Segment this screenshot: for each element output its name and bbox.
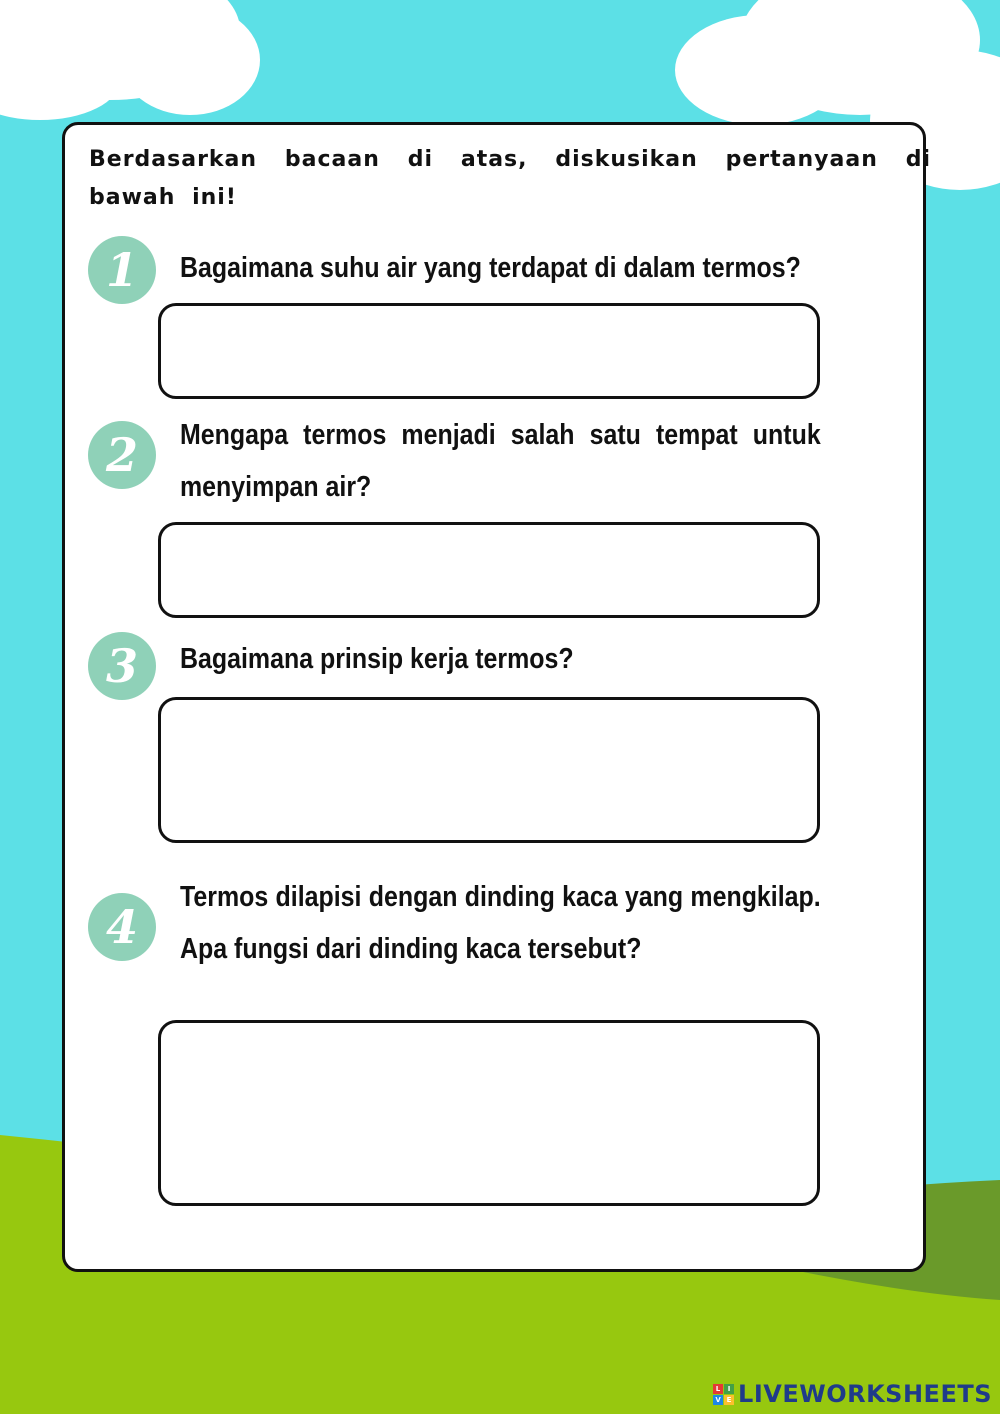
logo-letter-l: L: [713, 1384, 723, 1394]
question-2-text: Mengapa termos menjadi salah satu tempat untuk menyimpan air?: [180, 419, 821, 503]
instruction-text: Berdasarkan bacaan di atas, diskusikan pertanyaan di bawah ini!: [89, 147, 931, 210]
answer-box-1[interactable]: [158, 303, 820, 399]
liveworksheets-brand: [713, 1380, 992, 1408]
logo-letter-v: V: [713, 1395, 723, 1405]
worksheet-card: [62, 122, 931, 1272]
liveworksheets-logo-icon: [713, 1384, 734, 1405]
answer-box-4[interactable]: [158, 1020, 820, 1206]
question-number-1: 1: [88, 236, 156, 304]
liveworksheets-brand-text: LIVEWORKSHEETS: [738, 1380, 992, 1408]
question-1-text: Bagaimana suhu air yang terdapat di dalam termos?: [180, 252, 801, 284]
question-3-text: Bagaimana prinsip kerja termos?: [180, 643, 574, 675]
question-number-2: 2: [88, 421, 156, 489]
question-number-3: 3: [88, 632, 156, 700]
question-number-4: 4: [88, 893, 156, 961]
answer-box-3[interactable]: [158, 697, 820, 843]
logo-letter-i: I: [724, 1384, 734, 1394]
logo-letter-e: E: [724, 1395, 734, 1405]
question-4-text: Termos dilapisi dengan dinding kaca yang mengkilap. Apa fungsi dari dinding kaca tersebut?: [180, 881, 821, 965]
answer-box-2[interactable]: [158, 522, 820, 618]
